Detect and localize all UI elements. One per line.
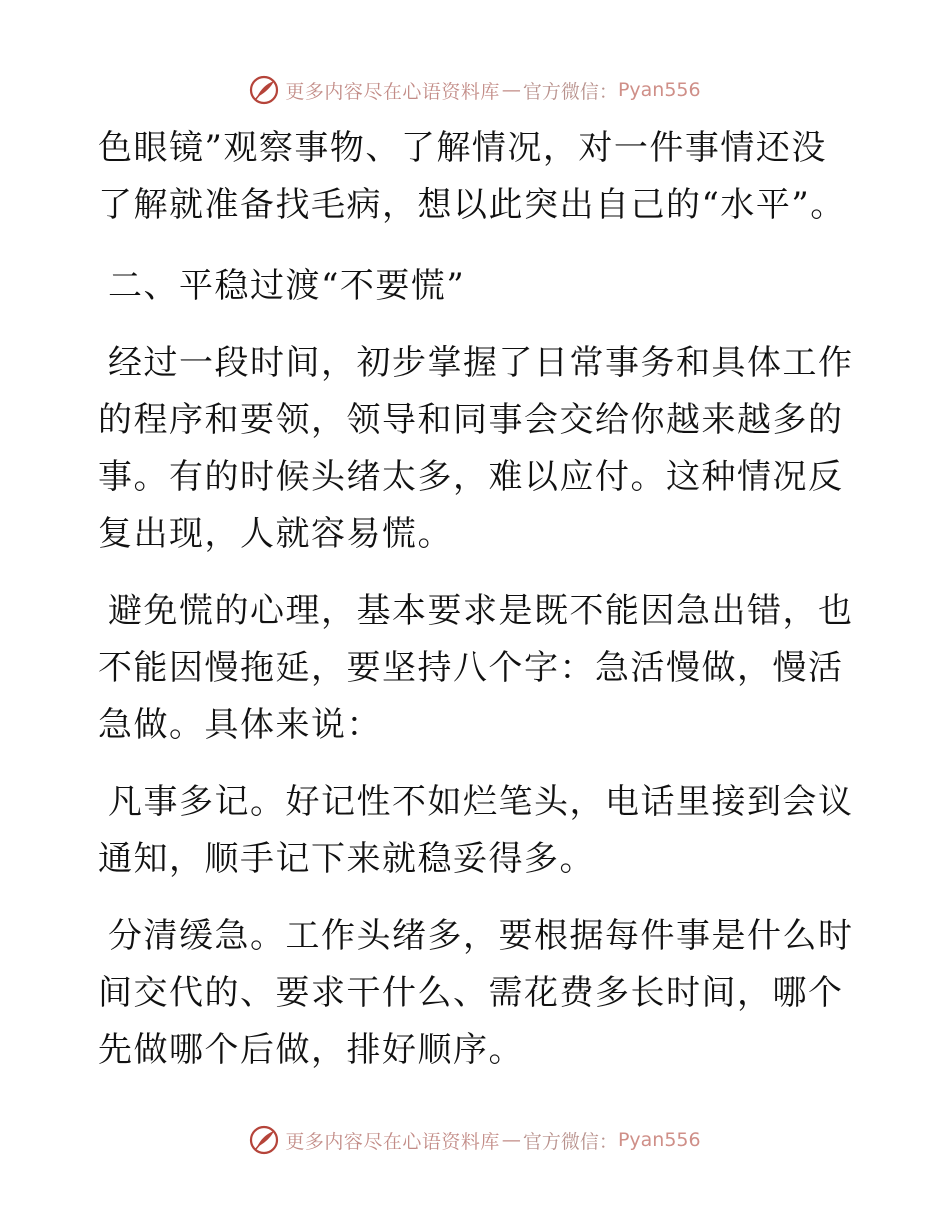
paragraph: 凡事多记。好记性不如烂笔头，电话里接到会议通知，顺手记下来就稳妥得多。 <box>98 782 854 879</box>
quill-logo-icon <box>249 1125 279 1155</box>
watermark-official-label: 官方微信： <box>522 80 618 103</box>
watermark-official-label: 官方微信： <box>522 1130 618 1153</box>
section-heading: 二、平稳过渡“不要慌” <box>108 266 466 306</box>
paragraph-continuation: 色眼镜”观察事物、了解情况，对一件事情还没了解就准备找毛病，想以此突出自己的“水平”。 <box>98 128 846 225</box>
watermark-wechat-id: Pyan556 <box>617 1129 701 1151</box>
watermark-site-text: 更多内容尽在心语资料库 <box>285 1130 500 1153</box>
paragraph: 经过一段时间，初步掌握了日常事务和具体工作的程序和要领，领导和同事会交给你越来越多的事。有的时候头绪太多，难以应付。这种情况反复出现，人就容易慌。 <box>98 343 854 554</box>
paragraph: 分清缓急。工作头绪多，要根据每件事是什么时间交代的、要求干什么、需花费多长时间，哪个先做哪个后做，排好顺序。 <box>98 916 854 1070</box>
watermark-separator: — <box>501 79 521 101</box>
watermark-site-text: 更多内容尽在心语资料库 <box>285 80 500 103</box>
paragraph: 避免慌的心理，基本要求是既不能因急出错，也不能因慢拖延，要坚持八个字：急活慢做，慢活急做。具体来说： <box>98 591 854 745</box>
quill-logo-icon <box>249 75 279 105</box>
document-body <box>98 120 858 1099</box>
header-watermark <box>0 70 950 110</box>
watermark-wechat-id: Pyan556 <box>617 79 701 101</box>
watermark-separator: — <box>501 1129 521 1151</box>
footer-watermark <box>0 1120 950 1160</box>
